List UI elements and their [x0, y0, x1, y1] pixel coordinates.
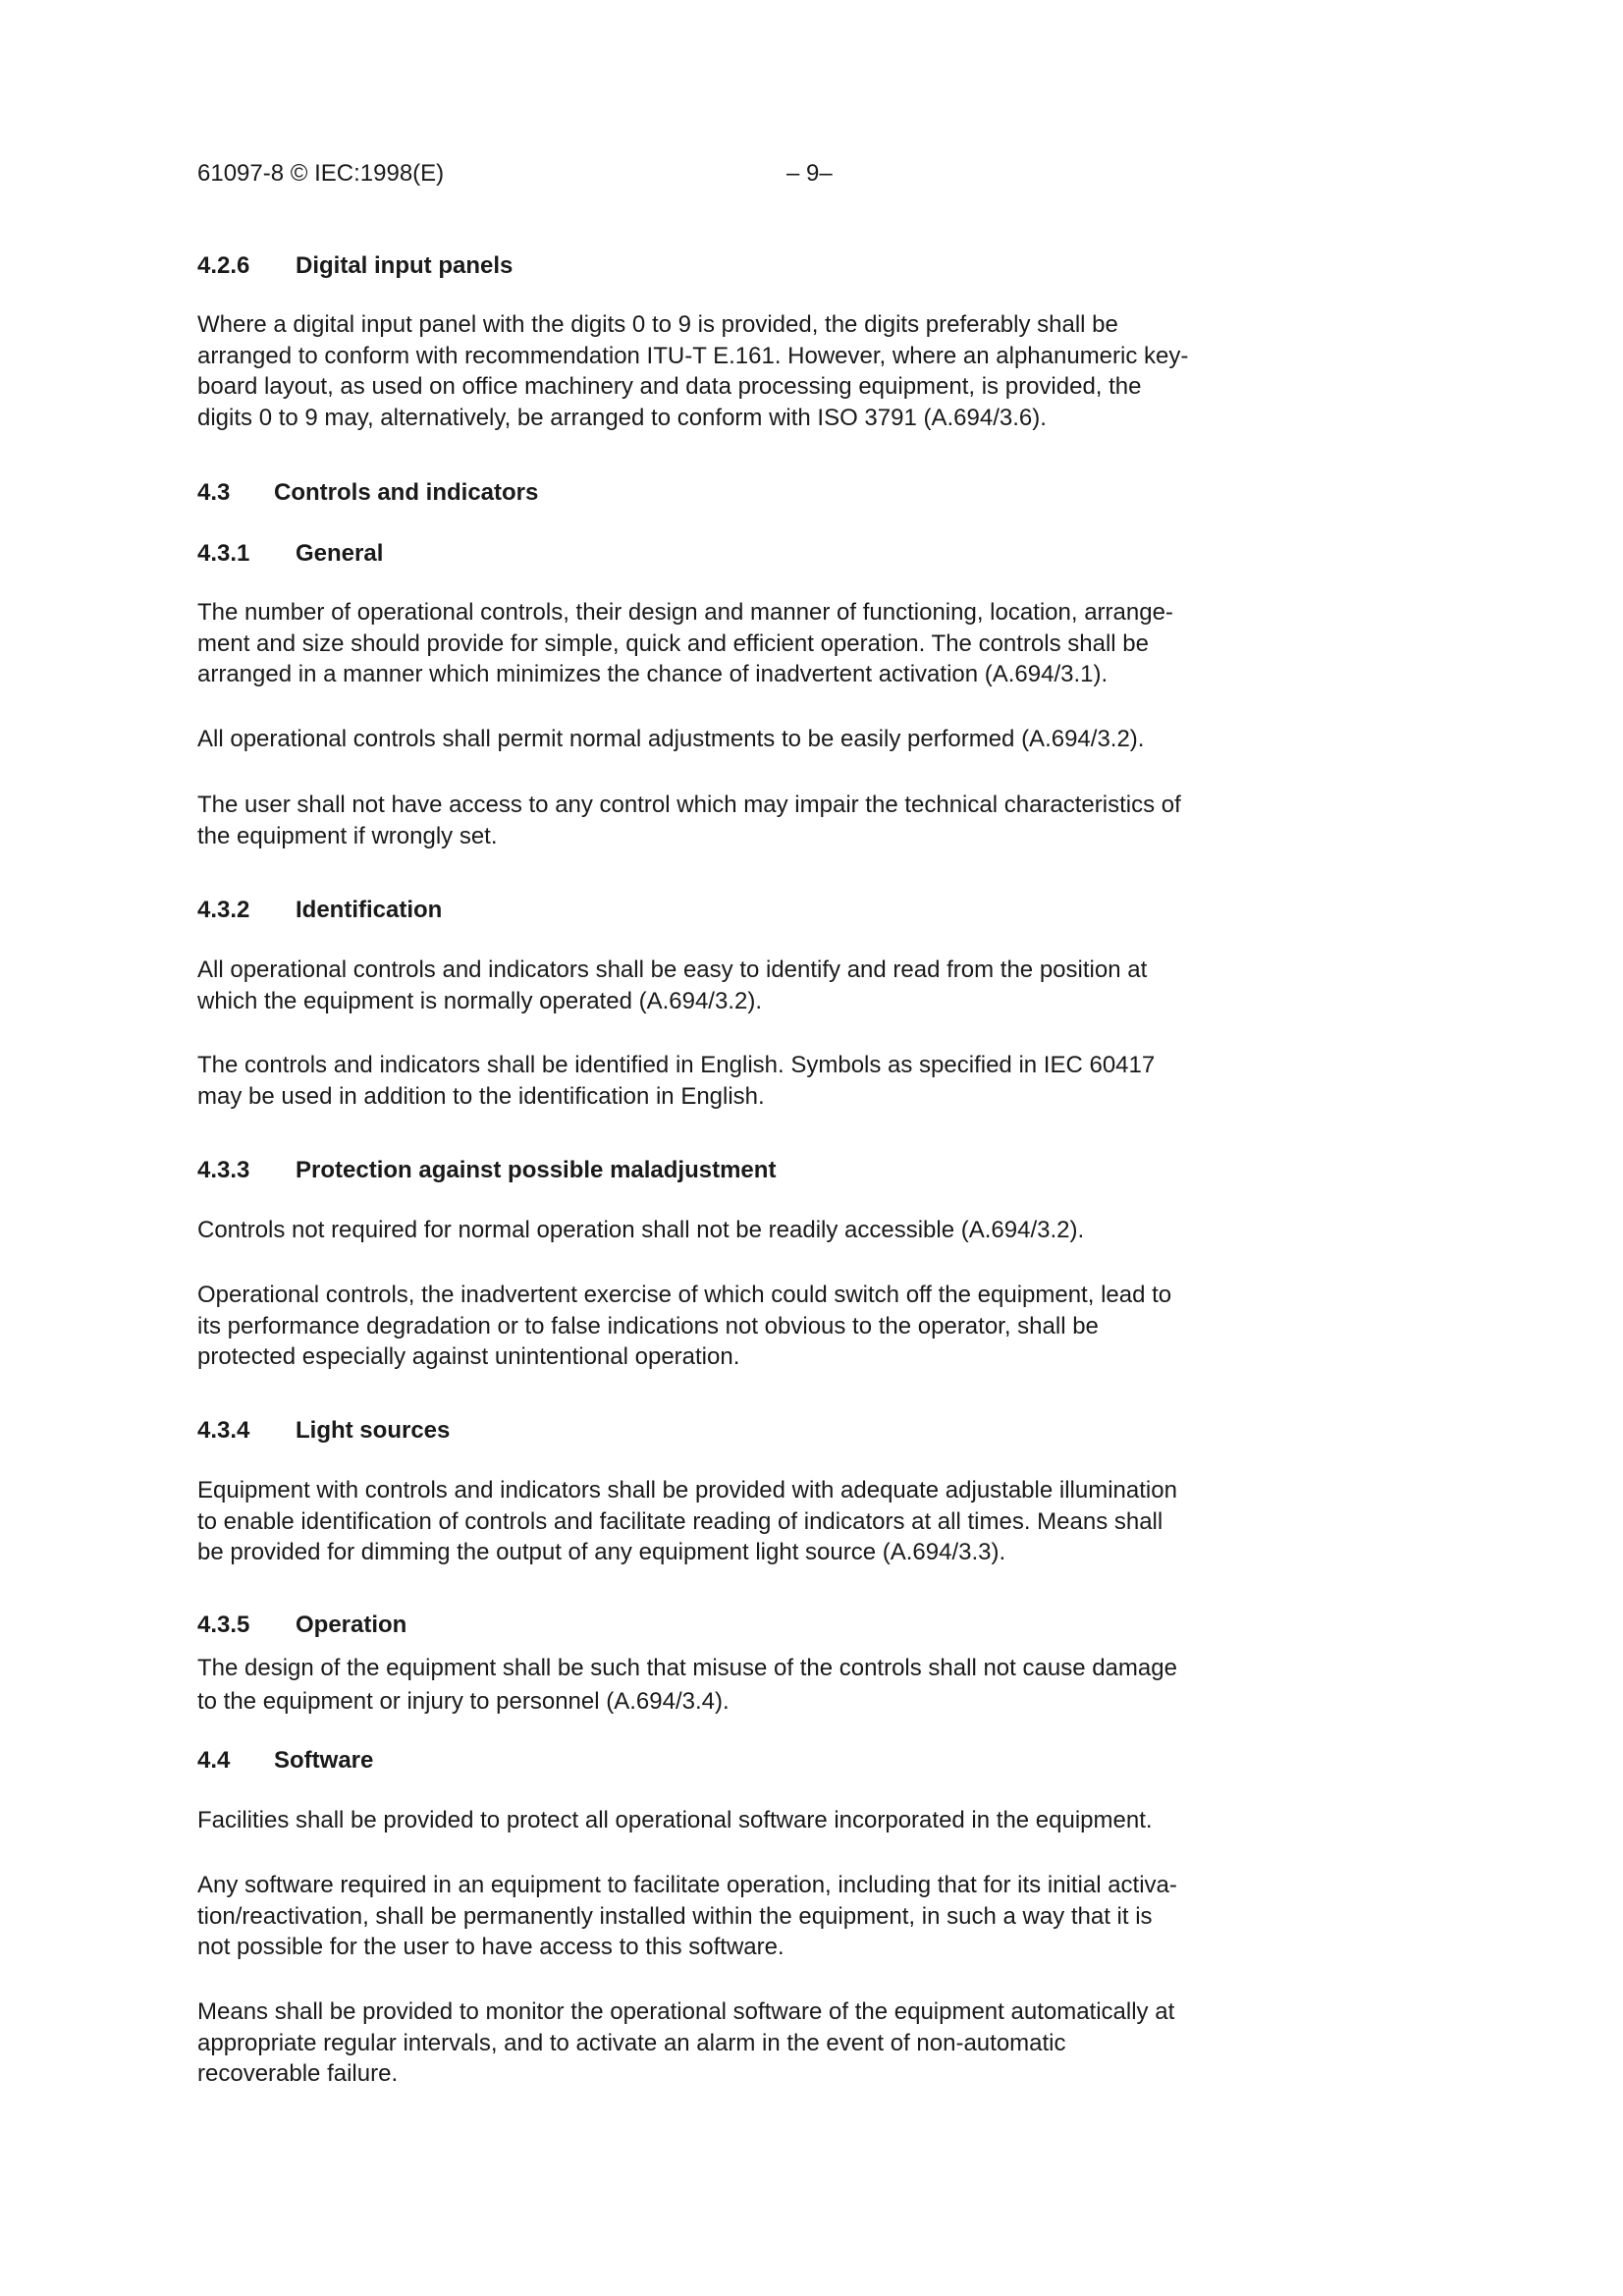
section-title: Digital input panels — [296, 252, 514, 279]
text-line: Operational controls, the inadvertent exercise of which could switch off the equipment, lead to — [197, 1282, 1172, 1308]
text-line: Where a digital input panel with the digits 0 to 9 is provided, the digits preferably shall be — [197, 311, 1118, 338]
section-number: 4.3.3 — [197, 1157, 250, 1183]
text-line: The user shall not have access to any control which may impair the technical characteristics of — [197, 792, 1181, 818]
text-line: may be used in addition to the identification in English. — [197, 1082, 765, 1110]
text-line: ment and size should provide for simple, quick and efficient operation. The controls shall be — [197, 629, 1149, 657]
text-line: its performance degradation or to false indications not obvious to the operator, shall be — [197, 1312, 1099, 1339]
text-line: to enable identification of controls and facilitate reading of indicators at all times. Means shall — [197, 1507, 1163, 1535]
paragraph-identification-1 — [197, 955, 1258, 1016]
paragraph-maladjustment-1 — [197, 1215, 1258, 1246]
paragraph-light-sources — [197, 1475, 1258, 1568]
paragraph-software-1 — [197, 1805, 1258, 1836]
section-number: 4.4 — [197, 1747, 231, 1774]
text-line: All operational controls shall permit normal adjustments to be easily performed (A.694/3.2). — [197, 726, 1145, 752]
paragraph-digital-input-panels — [197, 309, 1258, 433]
text-line: Controls not required for normal operation shall not be readily accessible (A.694/3.2). — [197, 1217, 1085, 1243]
text-line: which the equipment is normally operated (A.694/3.2). — [197, 987, 762, 1014]
text-line: digits 0 to 9 may, alternatively, be arranged to conform with ISO 3791 (A.694/3.6). — [197, 404, 1047, 431]
text-line: recoverable failure. — [197, 2060, 399, 2087]
paragraph-maladjustment-2 — [197, 1280, 1258, 1373]
section-heading-4-3-1 — [197, 539, 383, 569]
section-heading-4-3 — [197, 478, 538, 508]
document-reference: 61097-8 © IEC:1998(E) — [197, 160, 445, 187]
text-line: Any software required in an equipment to facilitate operation, including that for its initial activa- — [197, 1872, 1177, 1898]
text-line: Facilities shall be provided to protect all operational software incorporated in the equipment. — [197, 1807, 1153, 1833]
text-line: to the equipment or injury to personnel (A.694/3.4). — [197, 1688, 730, 1715]
section-number: 4.2.6 — [197, 252, 250, 279]
section-heading-4-3-5 — [197, 1611, 406, 1640]
section-heading-4-3-2 — [197, 896, 442, 925]
text-line: appropriate regular intervals, and to activate an alarm in the event of non-automatic — [197, 2029, 1066, 2056]
text-line: the equipment if wrongly set. — [197, 822, 498, 849]
text-line: board layout, as used on office machinery and data processing equipment, is provided, the — [197, 373, 1142, 400]
page-number: – 9– — [786, 160, 833, 187]
text-line: The controls and indicators shall be identified in English. Symbols as specified in IEC 60417 — [197, 1052, 1156, 1078]
text-line: protected especially against unintentional operation. — [197, 1343, 740, 1370]
paragraph-software-2 — [197, 1870, 1258, 1963]
text-line: tion/reactivation, shall be permanently installed within the equipment, in such a way that it is — [197, 1902, 1153, 1930]
text-line: Equipment with controls and indicators shall be provided with adequate adjustable illumination — [197, 1477, 1177, 1503]
section-title: Identification — [296, 897, 443, 923]
section-number: 4.3.1 — [197, 540, 250, 567]
paragraph-general-3 — [197, 790, 1258, 851]
section-title: Light sources — [296, 1417, 451, 1444]
section-number: 4.3.2 — [197, 897, 250, 923]
section-title: Operation — [296, 1612, 407, 1638]
paragraph-software-3 — [197, 1996, 1258, 2090]
paragraph-operation — [197, 1652, 1258, 1719]
paragraph-identification-2 — [197, 1050, 1258, 1112]
paragraph-general-2 — [197, 724, 1258, 755]
section-title: Software — [274, 1747, 374, 1774]
text-line: arranged to conform with recommendation ITU-T E.161. However, where an alphanumeric key- — [197, 342, 1189, 369]
text-line: Means shall be provided to monitor the operational software of the equipment automatically at — [197, 1998, 1175, 2025]
text-line: not possible for the user to have access to this software. — [197, 1934, 784, 1960]
section-title: Controls and indicators — [274, 479, 539, 506]
section-number: 4.3 — [197, 479, 231, 506]
text-line: be provided for dimming the output of any equipment light source (A.694/3.3). — [197, 1539, 1006, 1565]
text-line: All operational controls and indicators shall be easy to identify and read from the position at — [197, 957, 1148, 983]
text-line: The design of the equipment shall be such that misuse of the controls shall not cause damage — [197, 1655, 1177, 1681]
section-number: 4.3.4 — [197, 1417, 250, 1444]
section-heading-4-4 — [197, 1746, 373, 1776]
section-heading-4-3-4 — [197, 1416, 450, 1446]
section-title: Protection against possible maladjustment — [296, 1157, 777, 1183]
text-line: The number of operational controls, their design and manner of functioning, location, arrange- — [197, 599, 1173, 626]
section-title: General — [296, 540, 384, 567]
section-heading-4-3-3 — [197, 1156, 776, 1185]
section-heading-4-2-6 — [197, 251, 513, 281]
text-line: arranged in a manner which minimizes the chance of inadvertent activation (A.694/3.1). — [197, 661, 1109, 687]
paragraph-general-1 — [197, 597, 1258, 690]
section-number: 4.3.5 — [197, 1612, 250, 1638]
